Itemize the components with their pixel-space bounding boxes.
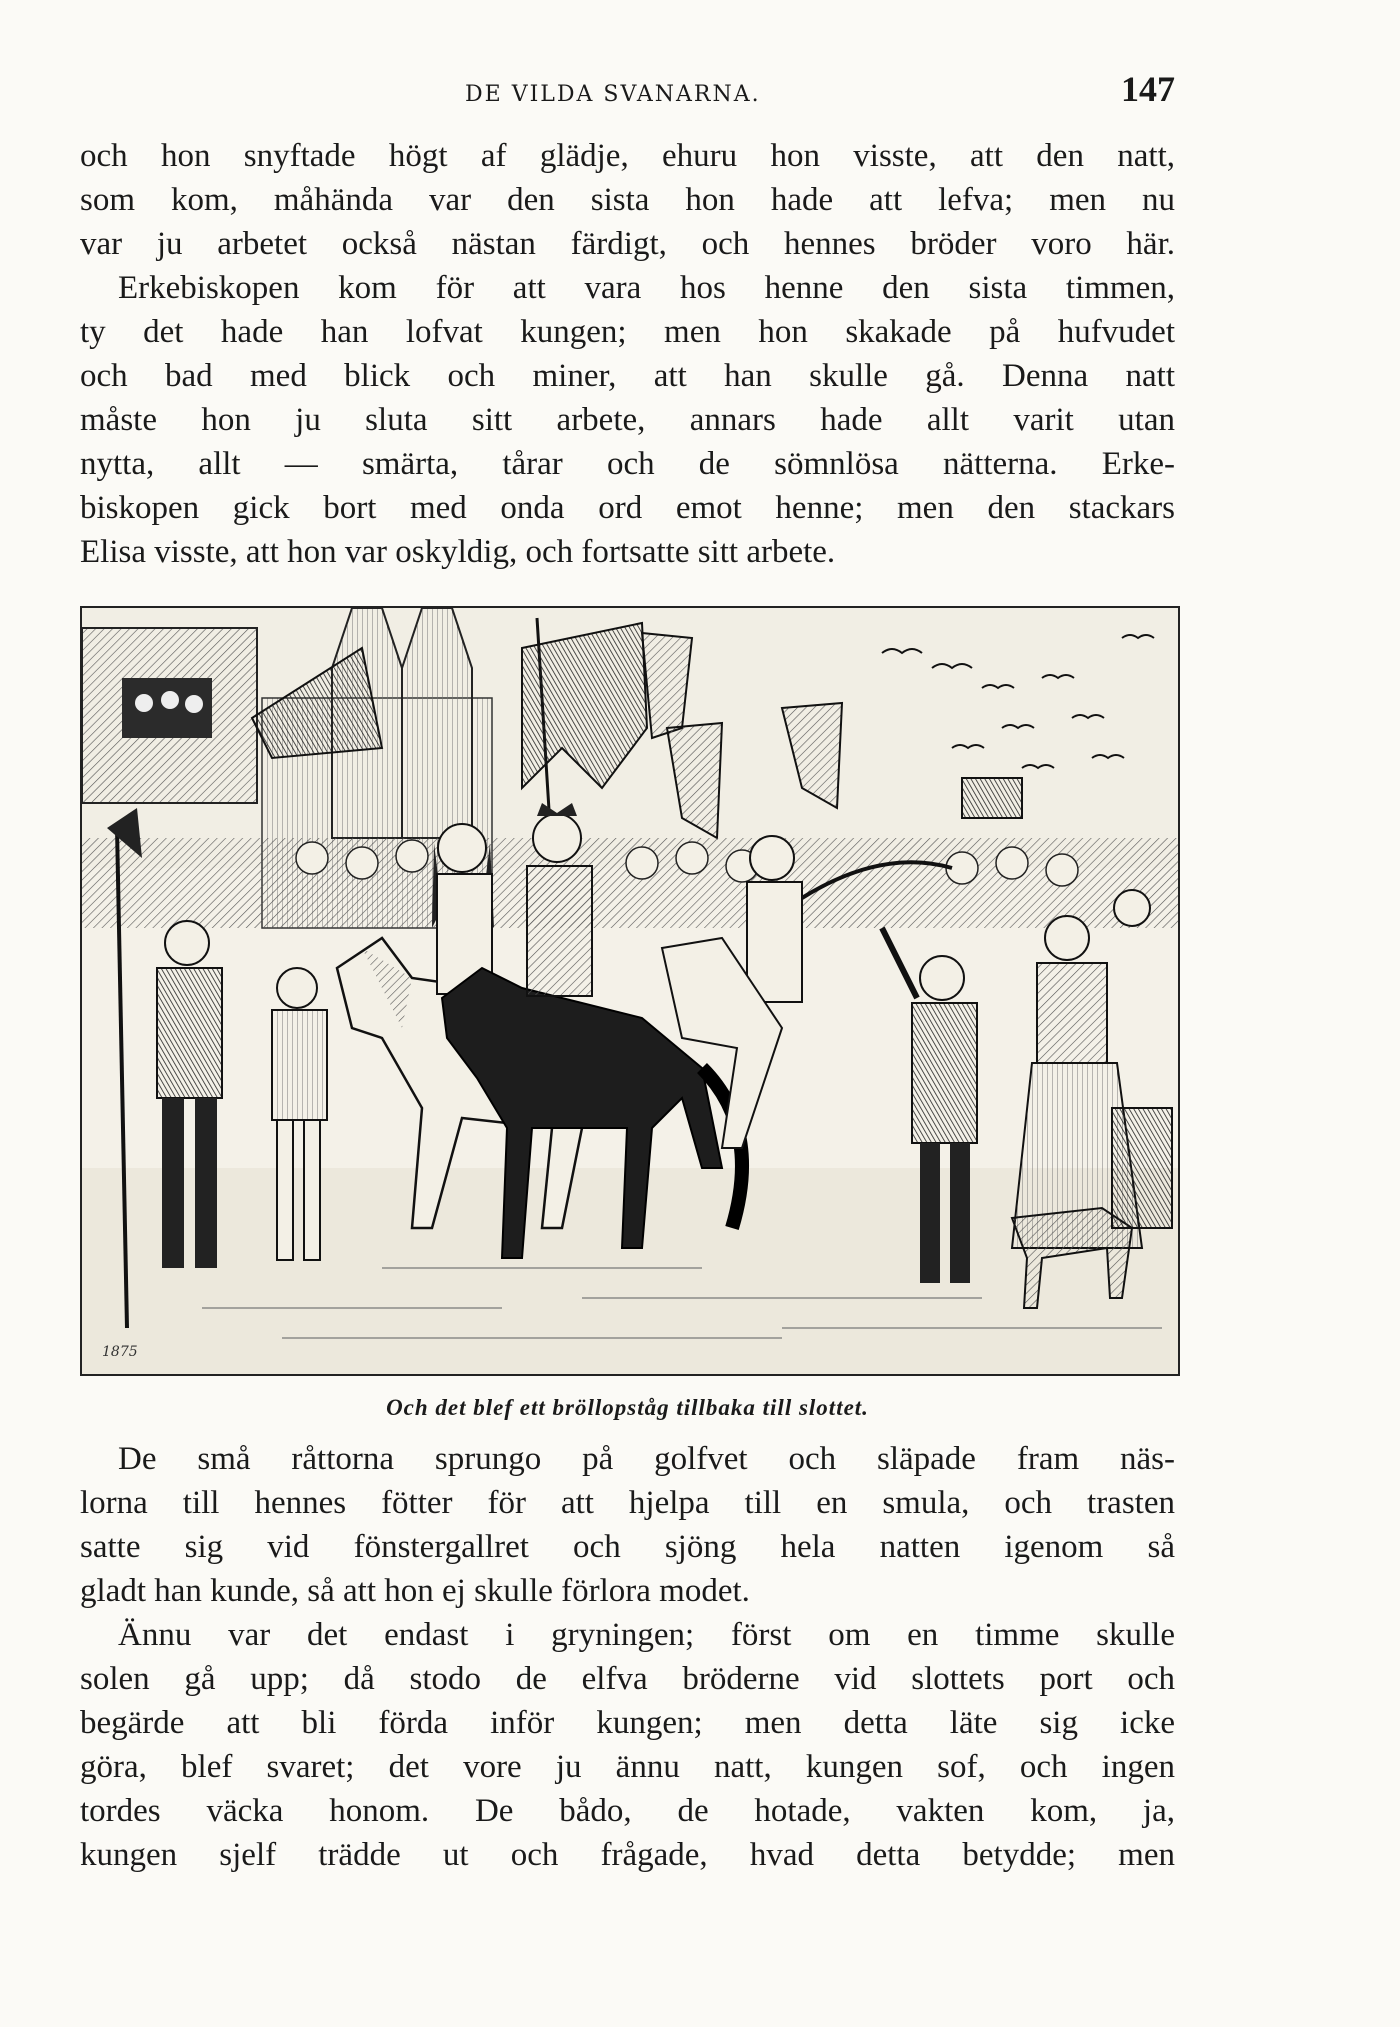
wedding-procession-engraving [80, 606, 1180, 1376]
text-line: göra, blef svaret; det vore ju ännu natt, kungen sof, och ingen [80, 1749, 1175, 1785]
text-line: solen gå upp; då stodo de elfva bröderne vid slottets port och [80, 1661, 1175, 1697]
text-line: tordes väcka honom. De bådo, de hotade, vakten kom, ja, [80, 1793, 1175, 1829]
text-line: Ännu var det endast i gryningen; först om en timme skulle [118, 1617, 1175, 1653]
text-line: Erkebiskopen kom för att vara hos henne den sista timmen, [118, 270, 1175, 306]
text-line: och bad med blick och miner, att han skulle gå. Denna natt [80, 358, 1175, 394]
text-line: och hon snyftade högt af glädje, ehuru hon visste, att den natt, [80, 138, 1175, 174]
artist-signature: 1875 [102, 1344, 138, 1360]
text-line: begärde att bli förda inför kungen; men detta läte sig icke [80, 1705, 1175, 1741]
text-line: måste hon ju sluta sitt arbete, annars hade allt varit utan [80, 402, 1175, 438]
page-number: 147 [1121, 69, 1175, 109]
text-line: Elisa visste, att hon var oskyldig, och fortsatte sitt arbete. [80, 534, 836, 570]
text-line: kungen sjelf trädde ut och frågade, hvad detta betydde; men [80, 1837, 1175, 1873]
illustration-caption: Och det blef ett bröllopståg tillbaka till slottet. [386, 1395, 869, 1420]
text-line: lorna till hennes fötter för att hjelpa till en smula, och trasten [80, 1485, 1175, 1521]
running-header [80, 68, 1175, 118]
basket [1112, 1108, 1172, 1228]
paragraph-2 [80, 1437, 1175, 1613]
running-title: DE VILDA SVANARNA. [465, 82, 761, 107]
text-line: var ju arbetet också nästan färdigt, och hennes bröder voro här. [80, 226, 1175, 262]
text-line: De små råttorna sprungo på golfvet och släpade fram näs- [118, 1441, 1175, 1477]
text-line: ty det hade han lofvat kungen; men hon skakade på hufvudet [80, 314, 1175, 350]
text-line: som kom, måhända var den sista hon hade att lefva; men nu [80, 182, 1175, 218]
text-line: biskopen gick bort med onda ord emot henne; men den stackars [80, 490, 1175, 526]
text-line: gladt han kunde, så att hon ej skulle förlora modet. [80, 1573, 750, 1609]
paragraph-1 [80, 134, 1175, 574]
text-line: nytta, allt — smärta, tårar och de sömnlösa nätterna. Erke- [80, 446, 1175, 482]
paragraph-3 [80, 1613, 1175, 1877]
text-line: satte sig vid fönstergallret och sjöng hela natten igenom så [80, 1529, 1175, 1565]
engraving-drawing [82, 608, 1178, 1374]
